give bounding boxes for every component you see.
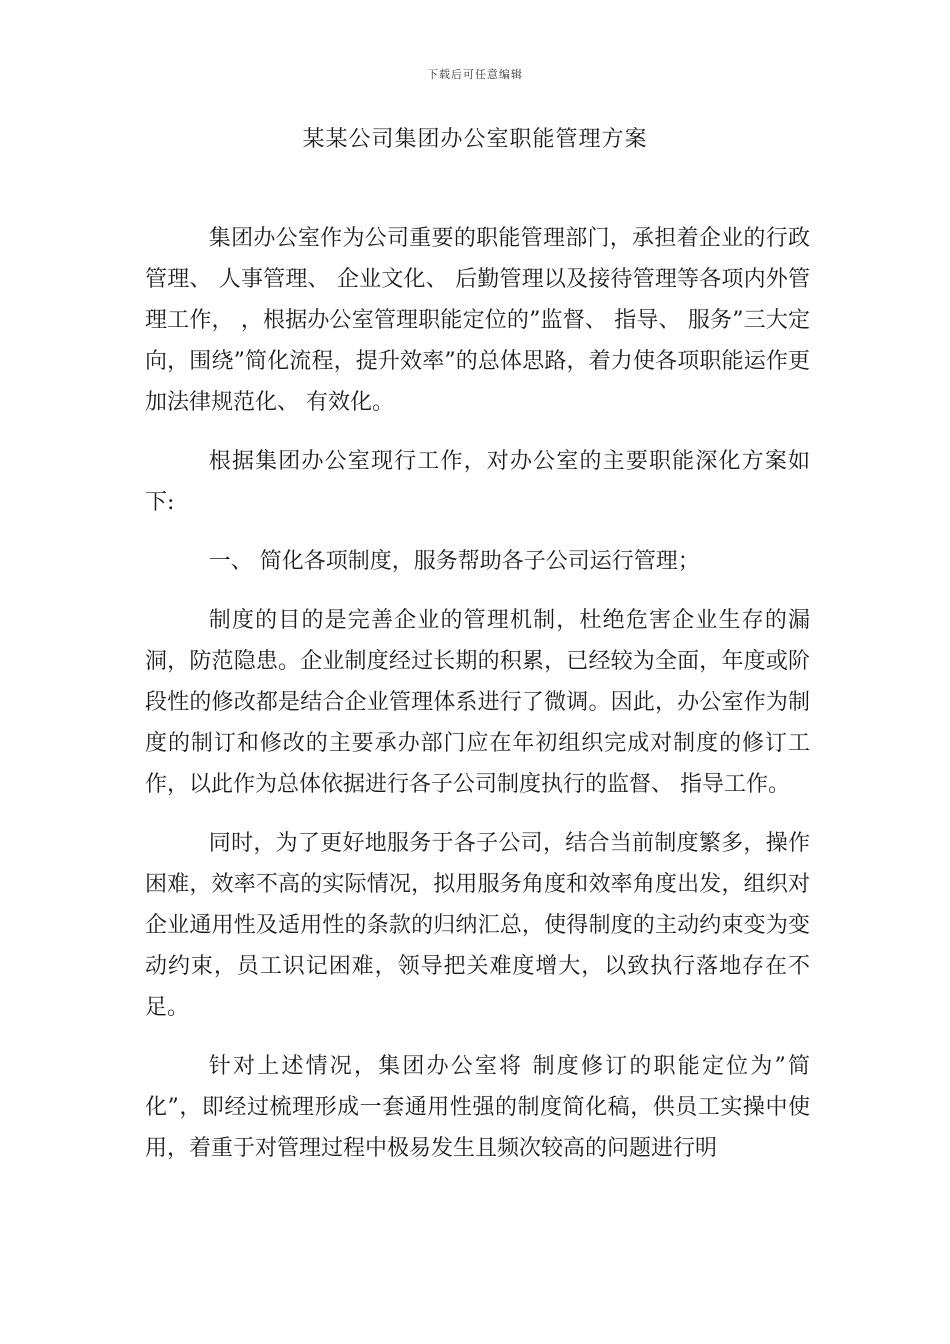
document-body <box>145 218 810 1187</box>
section-heading-1: 一、 简化各项制度，服务帮助各子公司运行管理； <box>208 549 700 574</box>
paragraph-intro: 集团办公室作为公司重要的职能管理部门，承担着企业的行政管理、 人事管理、 企业文化、 后勤管理以及接待管理等各项内外管理工作， ，根据办公室管理职能定位的”监督、 指导、 服务”三大定向，围绕”简化流程，提升效率”的总体思路，着力使各项职能运作更加法律规范化、 有效化。 <box>145 226 810 415</box>
paragraph-system-purpose: 制度的目的是完善企业的管理机制，杜绝危害企业生存的漏洞，防范隐患。企业制度经过长期的积累，已经较为全面，年度或阶段性的修改都是结合企业管理体系进行了微调。因此，办公室作为制度的制订和修改的主要承办部门应在年初组织完成对制度的修订工作，以此作为总体依据进行各子公司制度执行的监督、 指导工作。 <box>145 608 810 797</box>
document-title: 某某公司集团办公室职能管理方案 <box>302 127 648 152</box>
header-note: 下载后可任意编辑 <box>427 68 523 81</box>
paragraph-plan-lead: 根据集团办公室现行工作，对办公室的主要职能深化方案如下: <box>145 449 810 515</box>
paragraph-service: 同时，为了更好地服务于各子公司，结合当前制度繁多，操作困难，效率不高的实际情况，拟用服务角度和效率角度出发，组织对企业通用性及适用性的条款的归纳汇总，使得制度的主动约束变为变动约束，员工识记困难，领导把关难度增大，以致执行落地存在不足。 <box>145 831 810 1020</box>
paragraph-simplify: 针对上述情况，集团办公室将 制度修订的职能定位为”简化”，即经过梳理形成一套通用性强的制度简化稿，供员工实操中使用，着重于对管理过程中极易发生且频次较高的问题进行明 <box>145 1054 810 1161</box>
